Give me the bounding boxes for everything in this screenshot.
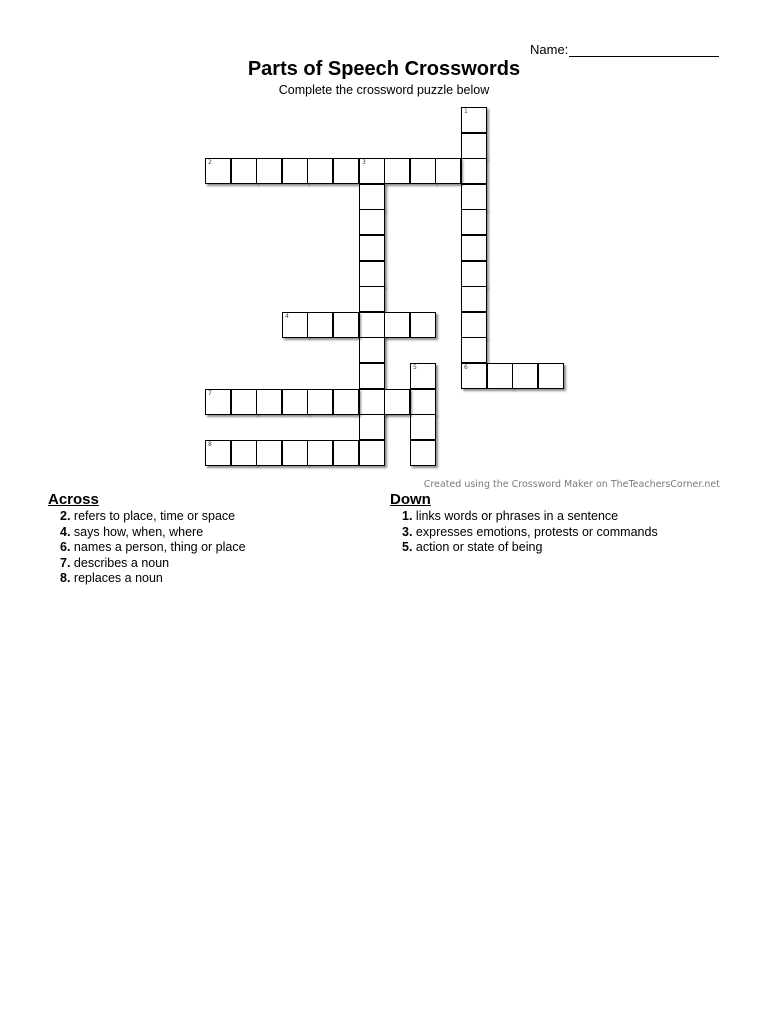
across-clue xyxy=(48,525,246,541)
crossword-cell[interactable] xyxy=(359,261,385,287)
crossword-cell[interactable] xyxy=(359,158,385,184)
crossword-cell[interactable] xyxy=(384,312,410,338)
crossword-cell[interactable] xyxy=(231,440,257,466)
crossword-cell[interactable] xyxy=(333,158,359,184)
crossword-cell[interactable] xyxy=(410,414,436,440)
crossword-cell[interactable] xyxy=(359,312,385,338)
cell-number: 2 xyxy=(208,159,212,166)
cell-number: 7 xyxy=(208,390,212,397)
crossword-cell[interactable] xyxy=(256,440,282,466)
crossword-cell[interactable] xyxy=(205,158,231,184)
crossword-cell[interactable] xyxy=(256,158,282,184)
down-clues xyxy=(390,491,658,556)
down-clue xyxy=(390,540,658,556)
crossword-cell[interactable] xyxy=(461,107,487,133)
page-subtitle: Complete the crossword puzzle below xyxy=(278,83,490,97)
crossword-cell[interactable] xyxy=(461,286,487,312)
crossword-cell[interactable] xyxy=(231,389,257,415)
crossword-cell[interactable] xyxy=(512,363,538,389)
crossword-cell[interactable] xyxy=(461,209,487,235)
crossword-cell[interactable] xyxy=(359,440,385,466)
crossword-cell[interactable] xyxy=(410,389,436,415)
crossword-cell[interactable] xyxy=(359,414,385,440)
crossword-cell[interactable] xyxy=(461,184,487,210)
cell-number: 4 xyxy=(285,313,289,320)
cell-number: 1 xyxy=(464,108,468,115)
crossword-cell[interactable] xyxy=(461,133,487,159)
clue-number: 5. xyxy=(402,540,413,555)
across-clue xyxy=(48,509,246,525)
crossword-cell[interactable] xyxy=(410,312,436,338)
across-clue xyxy=(48,571,246,587)
clue-text: refers to place, time or space xyxy=(73,509,236,523)
crossword-cell[interactable] xyxy=(307,312,333,338)
crossword-cell[interactable] xyxy=(282,158,308,184)
crossword-cell[interactable] xyxy=(333,389,359,415)
cell-number: 3 xyxy=(362,159,366,166)
across-clues xyxy=(48,491,246,587)
clue-text: says how, when, where xyxy=(73,524,204,539)
page-title: Parts of Speech Crosswords xyxy=(247,58,521,80)
crossword-cell[interactable] xyxy=(359,209,385,235)
crossword-cell[interactable] xyxy=(231,158,257,184)
crossword-grid xyxy=(0,0,768,480)
across-heading: Across xyxy=(48,491,99,508)
crossword-cell[interactable] xyxy=(410,158,436,184)
down-clue xyxy=(390,525,658,541)
clue-number: 6. xyxy=(60,540,71,555)
clue-text: expresses emotions, protests or commands xyxy=(415,524,658,539)
crossword-cell[interactable] xyxy=(359,363,385,389)
crossword-cell[interactable] xyxy=(359,286,385,312)
crossword-cell[interactable] xyxy=(205,440,231,466)
crossword-cell[interactable] xyxy=(384,158,410,184)
crossword-cell[interactable] xyxy=(359,389,385,415)
crossword-cell[interactable] xyxy=(205,389,231,415)
crossword-cell[interactable] xyxy=(461,363,487,389)
crossword-cell[interactable] xyxy=(256,389,282,415)
crossword-cell[interactable] xyxy=(282,389,308,415)
crossword-cell[interactable] xyxy=(384,389,410,415)
crossword-cell[interactable] xyxy=(359,337,385,363)
clue-text: replaces a noun xyxy=(73,571,163,586)
crossword-cell[interactable] xyxy=(461,337,487,363)
across-clue xyxy=(48,556,246,572)
clue-text: names a person, thing or place xyxy=(73,540,246,555)
cell-number: 6 xyxy=(464,364,468,371)
crossword-cell[interactable] xyxy=(307,389,333,415)
down-heading: Down xyxy=(390,491,431,508)
crossword-cell[interactable] xyxy=(487,363,513,389)
clue-number: 8. xyxy=(60,571,71,586)
credit-text: Created using the Crossword Maker on TheTeachersCorner.net xyxy=(423,479,720,490)
clue-text: action or state of being xyxy=(415,540,543,555)
cell-number: 5 xyxy=(413,364,417,371)
crossword-cell[interactable] xyxy=(538,363,564,389)
clue-text: links words or phrases in a sentence xyxy=(415,509,619,523)
crossword-cell[interactable] xyxy=(461,261,487,287)
crossword-cell[interactable] xyxy=(282,440,308,466)
clue-number: 2. xyxy=(60,509,71,523)
crossword-cell[interactable] xyxy=(307,440,333,466)
down-clue xyxy=(390,509,658,525)
crossword-cell[interactable] xyxy=(307,158,333,184)
crossword-cell[interactable] xyxy=(435,158,461,184)
crossword-cell[interactable] xyxy=(333,440,359,466)
crossword-cell[interactable] xyxy=(461,235,487,261)
crossword-cell[interactable] xyxy=(282,312,308,338)
clue-number: 1. xyxy=(402,509,413,523)
clue-number: 7. xyxy=(60,555,71,570)
cell-number: 8 xyxy=(208,441,212,448)
clue-number: 4. xyxy=(60,524,71,539)
across-clue xyxy=(48,540,246,556)
clue-number: 3. xyxy=(402,524,413,539)
crossword-cell[interactable] xyxy=(333,312,359,338)
crossword-cell[interactable] xyxy=(410,363,436,389)
crossword-cell[interactable] xyxy=(461,312,487,338)
crossword-cell[interactable] xyxy=(359,235,385,261)
crossword-cell[interactable] xyxy=(461,158,487,184)
crossword-cell[interactable] xyxy=(410,440,436,466)
name-label: Name: xyxy=(530,42,569,57)
clue-text: describes a noun xyxy=(73,555,170,570)
crossword-cell[interactable] xyxy=(359,184,385,210)
